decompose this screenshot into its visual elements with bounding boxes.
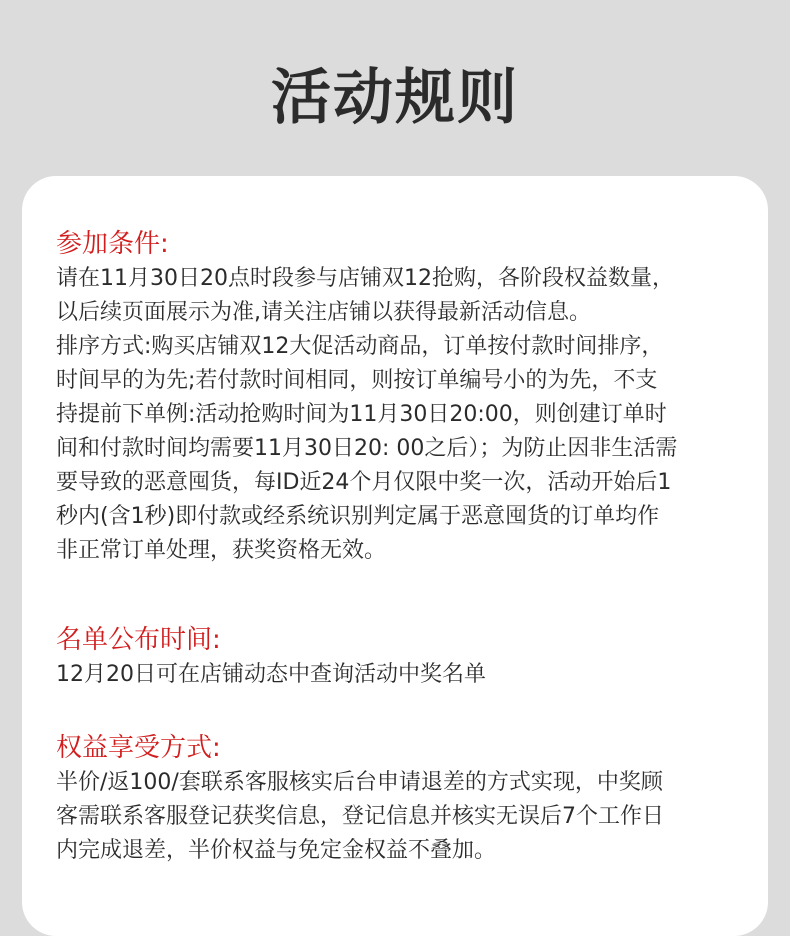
rule-line: 非正常订单处理，获奖资格无效。 [56,538,387,563]
rule-line: 秒内(含1秒)即付款或经系统识别判定属于恶意囤货的订单均作 [56,504,660,529]
section-heading: 参加条件: [56,229,169,259]
section-winner-announcement-time [56,622,746,692]
rule-line: 时间早的为先;若付款时间相同，则按订单编号小的为先，不支 [56,368,658,393]
rule-line: 要导致的恶意囤货，每ID近24个月仅限中奖一次，活动开始后1 [56,470,672,495]
rule-line: 间和付款时间均需要11月30日20: 00之后）；为防止因非生活需 [56,436,678,461]
rule-line: 请在11月30日20点时段参与店铺双12抢购，各阶段权益数量， [56,266,674,291]
rule-line: 客需联系客服登记获奖信息，登记信息并核实无误后7个工作日 [56,804,664,829]
section-heading: 权益享受方式: [56,733,221,763]
section-benefit-redemption [56,730,746,868]
section-participation-conditions [56,226,746,568]
page-title: 活动规则 [271,63,519,133]
rule-line: 以后续页面展示为准,请关注店铺以获得最新活动信息。 [56,300,591,325]
rule-line: 排序方式:购买店铺双12大促活动商品，订单按付款时间排序， [56,334,664,359]
rule-line: 12月20日可在店铺动态中查询活动中奖名单 [56,662,486,687]
rule-line: 持提前下单例:活动抢购时间为11月30日20:00，则创建订单时 [56,402,667,427]
rule-line: 半价/返100/套联系客服核实后台申请退差的方式实现，中奖顾 [56,770,663,795]
rule-line: 内完成退差，半价权益与免定金权益不叠加。 [56,838,497,863]
section-heading: 名单公布时间: [56,625,221,655]
